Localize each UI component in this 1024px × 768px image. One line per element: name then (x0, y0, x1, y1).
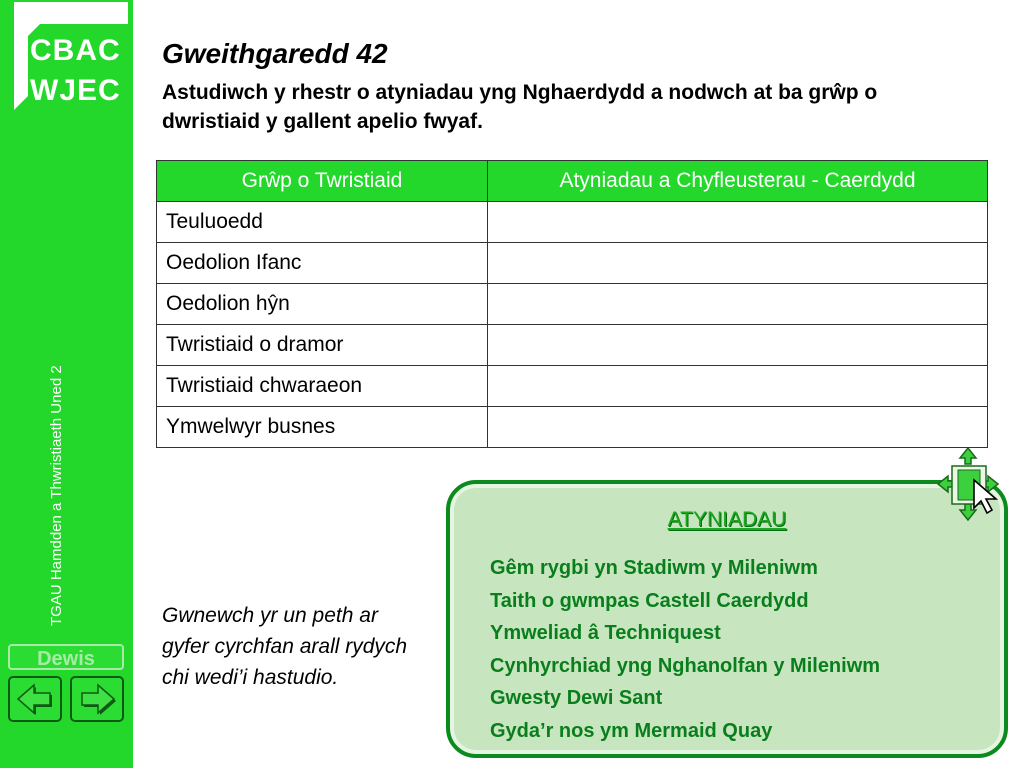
group-cell: Oedolion Ifanc (157, 243, 488, 284)
answer-cell[interactable] (488, 284, 988, 325)
course-title: TGAU Hamdden a Thwristiaeth Uned 2 (48, 365, 65, 626)
list-item: Gyda’r nos ym Mermaid Quay (490, 719, 773, 742)
group-cell: Ymwelwyr busnes (157, 407, 488, 448)
table-row (157, 202, 988, 243)
table-row (157, 284, 988, 325)
answer-cell[interactable] (488, 407, 988, 448)
table-header-row (157, 161, 988, 202)
group-cell: Oedolion hŷn (157, 284, 488, 325)
choose-button[interactable]: Dewis (8, 644, 124, 670)
answer-cell[interactable] (488, 243, 988, 284)
drag-move-icon[interactable] (936, 446, 1008, 522)
sidebar (0, 0, 133, 768)
cbac-wjec-logo (0, 0, 133, 112)
list-item: Taith o gwmpas Castell Caerdydd (490, 589, 809, 612)
list-item: Cynhyrchiad yng Nghanolfan y Mileniwm (490, 654, 881, 677)
left-arrow-icon (10, 678, 60, 720)
header-attractions-facilities: Atyniadau a Chyfleusterau - Caerdydd (488, 161, 988, 202)
answer-cell[interactable] (488, 325, 988, 366)
group-cell: Teuluoedd (157, 202, 488, 243)
right-arrow-icon (72, 678, 122, 720)
page-title: Gweithgaredd 42 (162, 38, 388, 69)
forward-button[interactable] (70, 676, 124, 722)
attractions-title: ATYNIADAU (667, 508, 787, 531)
logo-text-wjec: WJEC (30, 74, 121, 107)
attractions-list (490, 552, 880, 747)
list-item: Ymweliad â Techniquest (490, 622, 721, 644)
table-row (157, 325, 988, 366)
logo-text-cbac: CBAC (30, 34, 121, 67)
tourist-groups-table (156, 160, 988, 448)
list-item: Gêm rygbi yn Stadiwm y Mileniwm (490, 557, 818, 579)
group-cell: Twristiaid o dramor (157, 325, 488, 366)
table-row (157, 243, 988, 284)
follow-up-note: Gwnewch yr un peth ar gyfer cyrchfan arall rydych chi wedi’i hastudio. (162, 604, 408, 689)
header-tourist-group: Grŵp o Twristiaid (157, 161, 488, 202)
back-button[interactable] (8, 676, 62, 722)
attractions-panel[interactable] (446, 480, 1008, 758)
table-row (157, 366, 988, 407)
answer-cell[interactable] (488, 202, 988, 243)
table-row (157, 407, 988, 448)
list-item: Gwesty Dewi Sant (490, 687, 663, 709)
instruction-text: Astudiwch y rhestr o atyniadau yng Nghaerdydd a nodwch at ba grŵp o dwristiaid y gallent apelio fwyaf. (162, 81, 878, 133)
group-cell: Twristiaid chwaraeon (157, 366, 488, 407)
answer-cell[interactable] (488, 366, 988, 407)
